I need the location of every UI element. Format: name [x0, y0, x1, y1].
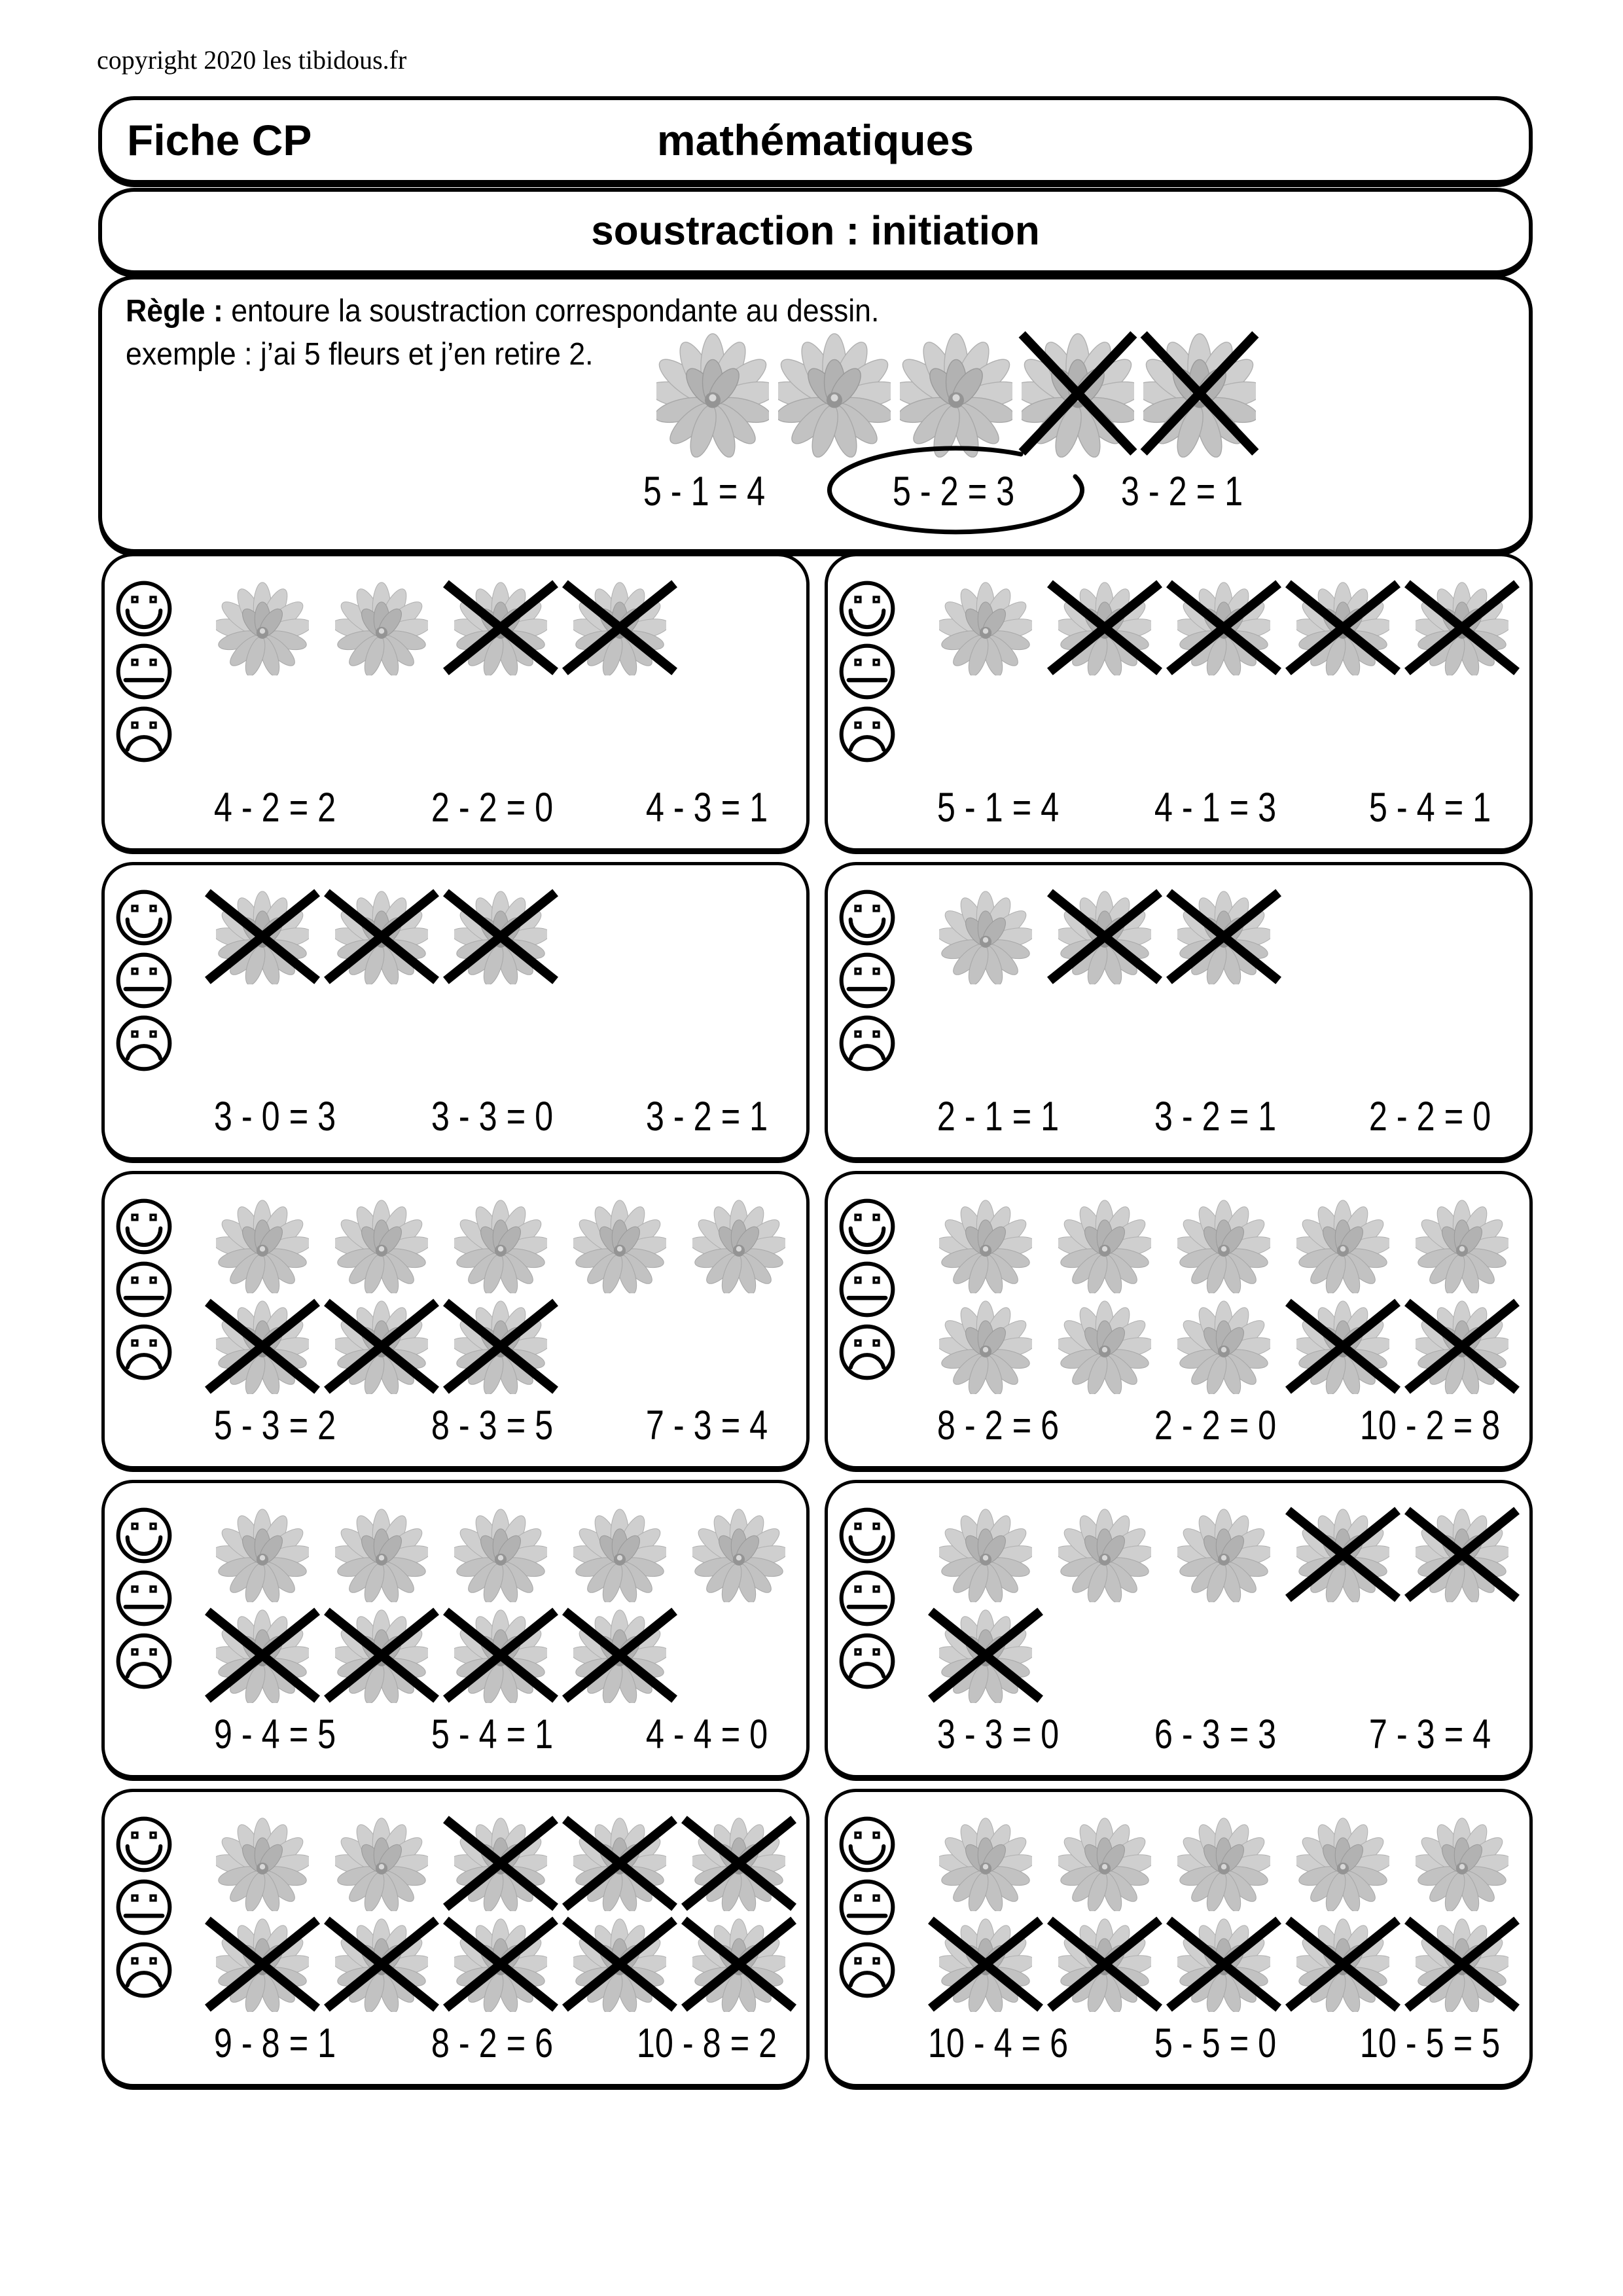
flower-row [203, 1507, 798, 1602]
flower-cell [679, 1916, 798, 2012]
cross-out-mark [200, 1299, 325, 1394]
flower-row [203, 1916, 798, 2012]
equation-option[interactable]: 5 - 4 = 1 [1368, 785, 1491, 831]
equation-option[interactable]: 10 - 4 = 6 [927, 2020, 1069, 2066]
worksheet-subtitle: soustraction : initiation [591, 208, 1040, 254]
rating-faces [838, 1198, 896, 1381]
flower-row [203, 1816, 798, 1911]
flower-cell [203, 1507, 322, 1602]
cross-out-mark [1043, 580, 1167, 675]
cross-out-mark [1281, 1299, 1405, 1394]
lotus-flower-icon [900, 329, 1012, 457]
neutral-face-icon[interactable] [115, 952, 173, 1009]
neutral-face-icon[interactable] [115, 1878, 173, 1936]
equation-option[interactable]: 3 - 3 = 0 [936, 1712, 1060, 1757]
flower-row [926, 1507, 1522, 1602]
lotus-flower-icon [1058, 1198, 1151, 1293]
equation-option[interactable]: 3 - 2 = 1 [1120, 469, 1243, 514]
equation-option[interactable]: 5 - 5 = 0 [1154, 2020, 1277, 2066]
flower-cell [1164, 1198, 1283, 1293]
flower-cell [1283, 1507, 1402, 1602]
happy-face-icon[interactable] [115, 580, 173, 637]
flower-cell [1402, 580, 1522, 675]
lotus-flower-icon [1177, 1299, 1270, 1394]
rating-faces [115, 889, 173, 1072]
equation-option[interactable]: 9 - 8 = 1 [213, 2020, 336, 2066]
lotus-flower-icon [1058, 1299, 1151, 1394]
cross-out-mark [1043, 1916, 1167, 2012]
flower-cell [441, 1916, 560, 2012]
happy-face-icon[interactable] [838, 889, 896, 946]
exercise-box [825, 862, 1533, 1160]
flower-cell [441, 1299, 560, 1394]
happy-face-icon[interactable] [115, 1816, 173, 1873]
rule-box [98, 276, 1533, 553]
happy-face-icon[interactable] [838, 1198, 896, 1255]
flower-cell [1402, 1916, 1522, 2012]
flower-cell [1045, 580, 1164, 675]
flower-cell [203, 1198, 322, 1293]
flower-cell [1017, 329, 1139, 457]
happy-face-icon[interactable] [838, 1816, 896, 1873]
flower-cell [926, 889, 1045, 984]
cross-out-mark [1400, 1916, 1524, 2012]
flower-cell [926, 1607, 1045, 1703]
flower-cell [1164, 1507, 1283, 1602]
flower-cell [1283, 1299, 1402, 1394]
lotus-flower-icon [1416, 1816, 1508, 1911]
sad-face-icon[interactable] [838, 1632, 896, 1690]
equation-option[interactable]: 5 - 4 = 1 [431, 1712, 554, 1757]
cross-out-mark [319, 1299, 444, 1394]
cross-out-mark [438, 1607, 563, 1703]
flower-cell [1164, 580, 1283, 675]
flower-cell [1402, 1198, 1522, 1293]
equation-option[interactable]: 10 - 2 = 8 [1359, 1403, 1501, 1448]
flower-row [203, 1299, 560, 1394]
rating-faces [838, 580, 896, 763]
flower-cell [1045, 1507, 1164, 1602]
equation-option[interactable]: 8 - 2 = 6 [431, 2020, 554, 2066]
flower-cell [1164, 1299, 1283, 1394]
cross-out-mark [319, 889, 444, 984]
lotus-flower-icon [335, 1198, 428, 1293]
cross-out-mark [558, 1607, 682, 1703]
flower-cell [1402, 1816, 1522, 1911]
equation-option[interactable]: 5 - 2 = 3 [892, 469, 1015, 514]
sad-face-icon[interactable] [115, 1014, 173, 1072]
lotus-flower-icon [573, 1507, 666, 1602]
rating-faces [115, 580, 173, 763]
sad-face-icon[interactable] [115, 1323, 173, 1381]
flower-row [926, 1607, 1045, 1703]
sad-face-icon[interactable] [838, 1941, 896, 1999]
equation-option[interactable]: 3 - 2 = 1 [1154, 1094, 1277, 1139]
cross-out-mark [677, 1916, 801, 2012]
flower-cell [322, 1299, 441, 1394]
lotus-flower-icon [1296, 1816, 1389, 1911]
sad-face-icon[interactable] [838, 706, 896, 763]
cross-out-mark [1400, 1507, 1524, 1602]
flower-cell [679, 1816, 798, 1911]
exercise-box [825, 1789, 1533, 2087]
flower-cell [441, 1198, 560, 1293]
lotus-flower-icon [692, 1507, 785, 1602]
lotus-flower-icon [1058, 1507, 1151, 1602]
flower-cell [560, 580, 679, 675]
flower-row [203, 1607, 679, 1703]
cross-out-mark [1136, 329, 1263, 457]
exercise-box [101, 553, 810, 852]
equation-option[interactable]: 5 - 1 = 4 [936, 785, 1060, 831]
lotus-flower-icon [1177, 1816, 1270, 1911]
lotus-flower-icon [1177, 1198, 1270, 1293]
flower-cell [203, 1816, 322, 1911]
flower-cell [322, 580, 441, 675]
flower-cell [560, 1607, 679, 1703]
flower-cell [441, 889, 560, 984]
flower-row [926, 1299, 1522, 1394]
neutral-face-icon[interactable] [115, 1261, 173, 1318]
worksheet-header-box [98, 96, 1533, 184]
happy-face-icon[interactable] [838, 580, 896, 637]
lotus-flower-icon [939, 1507, 1032, 1602]
flower-cell [1045, 889, 1164, 984]
flower-cell [1045, 1816, 1164, 1911]
lotus-flower-icon [454, 1507, 547, 1602]
flower-cell [1283, 1198, 1402, 1293]
cross-out-mark [319, 1916, 444, 2012]
cross-out-mark [1162, 889, 1286, 984]
flower-cell [441, 1607, 560, 1703]
neutral-face-icon[interactable] [838, 952, 896, 1009]
equation-option[interactable]: 4 - 3 = 1 [645, 785, 768, 831]
sad-face-icon[interactable] [838, 1323, 896, 1381]
lotus-flower-icon [1416, 1198, 1508, 1293]
cross-out-mark [1014, 329, 1141, 457]
cross-out-mark [438, 1816, 563, 1911]
flower-cell [926, 1198, 1045, 1293]
equation-option[interactable]: 3 - 2 = 1 [645, 1094, 768, 1139]
flower-cell [560, 1816, 679, 1911]
neutral-face-icon[interactable] [838, 1878, 896, 1936]
equation-option[interactable]: 4 - 1 = 3 [1154, 785, 1277, 831]
flower-cell [560, 1916, 679, 2012]
cross-out-mark [558, 1916, 682, 2012]
cross-out-mark [1400, 580, 1524, 675]
happy-face-icon[interactable] [838, 1507, 896, 1564]
flower-cell [926, 1916, 1045, 2012]
flower-cell [441, 1507, 560, 1602]
cross-out-mark [923, 1607, 1048, 1703]
equation-option[interactable]: 4 - 4 = 0 [645, 1712, 768, 1757]
flower-cell [1045, 1299, 1164, 1394]
flower-cell [203, 1607, 322, 1703]
lotus-flower-icon [335, 1507, 428, 1602]
lotus-flower-icon [216, 1816, 309, 1911]
equation-option[interactable]: 2 - 1 = 1 [936, 1094, 1060, 1139]
flower-row [926, 889, 1283, 984]
flower-cell [322, 889, 441, 984]
exercise-box [101, 1480, 810, 1778]
flower-cell [679, 1198, 798, 1293]
cross-out-mark [438, 889, 563, 984]
equation-option[interactable]: 8 - 2 = 6 [936, 1403, 1060, 1448]
neutral-face-icon[interactable] [838, 1570, 896, 1627]
flower-cell [652, 329, 774, 457]
equation-option[interactable]: 8 - 3 = 5 [431, 1403, 554, 1448]
cross-out-mark [319, 1607, 444, 1703]
flower-cell [774, 329, 895, 457]
flower-cell [203, 1916, 322, 2012]
flower-cell [560, 1507, 679, 1602]
exercise-box [101, 1789, 810, 2087]
cross-out-mark [1281, 1507, 1405, 1602]
flower-cell [895, 329, 1017, 457]
cross-out-mark [200, 1916, 325, 2012]
happy-face-icon[interactable] [115, 1198, 173, 1255]
flower-cell [1045, 1198, 1164, 1293]
equation-option[interactable]: 3 - 3 = 0 [431, 1094, 554, 1139]
flower-row [926, 1816, 1522, 1911]
cross-out-mark [1043, 889, 1167, 984]
flower-cell [322, 1198, 441, 1293]
flower-cell [322, 1916, 441, 2012]
lotus-flower-icon [216, 1198, 309, 1293]
flower-row [926, 580, 1522, 675]
cross-out-mark [677, 1816, 801, 1911]
flower-cell [1402, 1507, 1522, 1602]
equation-option[interactable]: 7 - 3 = 4 [1368, 1712, 1491, 1757]
sheet-label: Fiche CP [127, 116, 312, 164]
neutral-face-icon[interactable] [115, 643, 173, 700]
equation-option[interactable]: 9 - 4 = 5 [213, 1712, 336, 1757]
neutral-face-icon[interactable] [838, 643, 896, 700]
flower-cell [679, 1507, 798, 1602]
flower-row [926, 1916, 1522, 2012]
lotus-flower-icon [335, 1816, 428, 1911]
example-flowers [652, 329, 1260, 457]
rule-example-text: exemple : j’ai 5 fleurs et j’en retire 2. [126, 337, 594, 372]
lotus-flower-icon [939, 580, 1032, 675]
flower-cell [203, 1299, 322, 1394]
rule-label: Règle : [126, 294, 223, 329]
cross-out-mark [1281, 580, 1405, 675]
flower-cell [322, 1607, 441, 1703]
cross-out-mark [558, 1816, 682, 1911]
flower-cell [1283, 580, 1402, 675]
equation-option[interactable]: 10 - 8 = 2 [636, 2020, 777, 2066]
exercise-box [825, 1171, 1533, 1469]
happy-face-icon[interactable] [115, 889, 173, 946]
flower-cell [441, 580, 560, 675]
cross-out-mark [438, 580, 563, 675]
equation-option[interactable]: 7 - 3 = 4 [645, 1403, 768, 1448]
sad-face-icon[interactable] [115, 1941, 173, 1999]
lotus-flower-icon [1296, 1198, 1389, 1293]
flower-cell [560, 1198, 679, 1293]
lotus-flower-icon [454, 1198, 547, 1293]
rating-faces [838, 889, 896, 1072]
cross-out-mark [438, 1299, 563, 1394]
flower-row [203, 889, 560, 984]
lotus-flower-icon [692, 1198, 785, 1293]
lotus-flower-icon [656, 329, 769, 457]
flower-cell [203, 580, 322, 675]
lotus-flower-icon [778, 329, 891, 457]
equation-option[interactable]: 2 - 2 = 0 [1154, 1403, 1277, 1448]
equation-option[interactable]: 4 - 2 = 2 [213, 785, 336, 831]
exercise-box [825, 553, 1533, 852]
lotus-flower-icon [939, 1198, 1032, 1293]
cross-out-mark [1162, 1916, 1286, 2012]
flower-cell [926, 1507, 1045, 1602]
flower-cell [441, 1816, 560, 1911]
flower-cell [1045, 1916, 1164, 2012]
neutral-face-icon[interactable] [838, 1261, 896, 1318]
rating-faces [115, 1816, 173, 1999]
lotus-flower-icon [1177, 1507, 1270, 1602]
lotus-flower-icon [939, 889, 1032, 984]
equation-option[interactable]: 5 - 1 = 4 [643, 469, 766, 514]
flower-cell [1283, 1816, 1402, 1911]
flower-cell [1164, 889, 1283, 984]
sad-face-icon[interactable] [838, 1014, 896, 1072]
flower-cell [1402, 1299, 1522, 1394]
flower-cell [1139, 329, 1260, 457]
sad-face-icon[interactable] [115, 706, 173, 763]
cross-out-mark [1281, 1916, 1405, 2012]
lotus-flower-icon [1058, 1816, 1151, 1911]
exercise-box [101, 1171, 810, 1469]
flower-cell [926, 1299, 1045, 1394]
flower-cell [1164, 1916, 1283, 2012]
equation-option[interactable]: 3 - 0 = 3 [213, 1094, 336, 1139]
worksheet-subtitle-box [98, 188, 1533, 274]
rule-instruction: entoure la soustraction correspondante au dessin. [223, 294, 880, 329]
happy-face-icon[interactable] [115, 1507, 173, 1564]
cross-out-mark [1400, 1299, 1524, 1394]
cross-out-mark [558, 580, 682, 675]
lotus-flower-icon [335, 580, 428, 675]
cross-out-mark [1162, 580, 1286, 675]
exercise-box [825, 1480, 1533, 1778]
neutral-face-icon[interactable] [115, 1570, 173, 1627]
flower-cell [1283, 1916, 1402, 2012]
sad-face-icon[interactable] [115, 1632, 173, 1690]
rating-faces [115, 1198, 173, 1381]
flower-row [926, 1198, 1522, 1293]
lotus-flower-icon [216, 1507, 309, 1602]
cross-out-mark [923, 1916, 1048, 2012]
rating-faces [838, 1507, 896, 1690]
rating-faces [115, 1507, 173, 1690]
cross-out-mark [200, 1607, 325, 1703]
copyright-text: copyright 2020 les tibidous.fr [97, 45, 407, 75]
equation-option[interactable]: 5 - 3 = 2 [213, 1403, 336, 1448]
flower-cell [926, 1816, 1045, 1911]
flower-row [203, 580, 679, 675]
lotus-flower-icon [216, 580, 309, 675]
lotus-flower-icon [573, 1198, 666, 1293]
equation-option[interactable]: 6 - 3 = 3 [1154, 1712, 1277, 1757]
equation-option[interactable]: 2 - 2 = 0 [431, 785, 554, 831]
cross-out-mark [200, 889, 325, 984]
equation-option[interactable]: 10 - 5 = 5 [1359, 2020, 1501, 2066]
flower-cell [926, 580, 1045, 675]
flower-cell [322, 1816, 441, 1911]
flower-cell [1164, 1816, 1283, 1911]
equation-option[interactable]: 2 - 2 = 0 [1368, 1094, 1491, 1139]
flower-row [203, 1198, 798, 1293]
flower-cell [322, 1507, 441, 1602]
flower-cell [203, 889, 322, 984]
lotus-flower-icon [939, 1816, 1032, 1911]
rating-faces [838, 1816, 896, 1999]
lotus-flower-icon [939, 1299, 1032, 1394]
subject-title: mathématiques [656, 116, 974, 164]
cross-out-mark [438, 1916, 563, 2012]
exercise-box [101, 862, 810, 1160]
